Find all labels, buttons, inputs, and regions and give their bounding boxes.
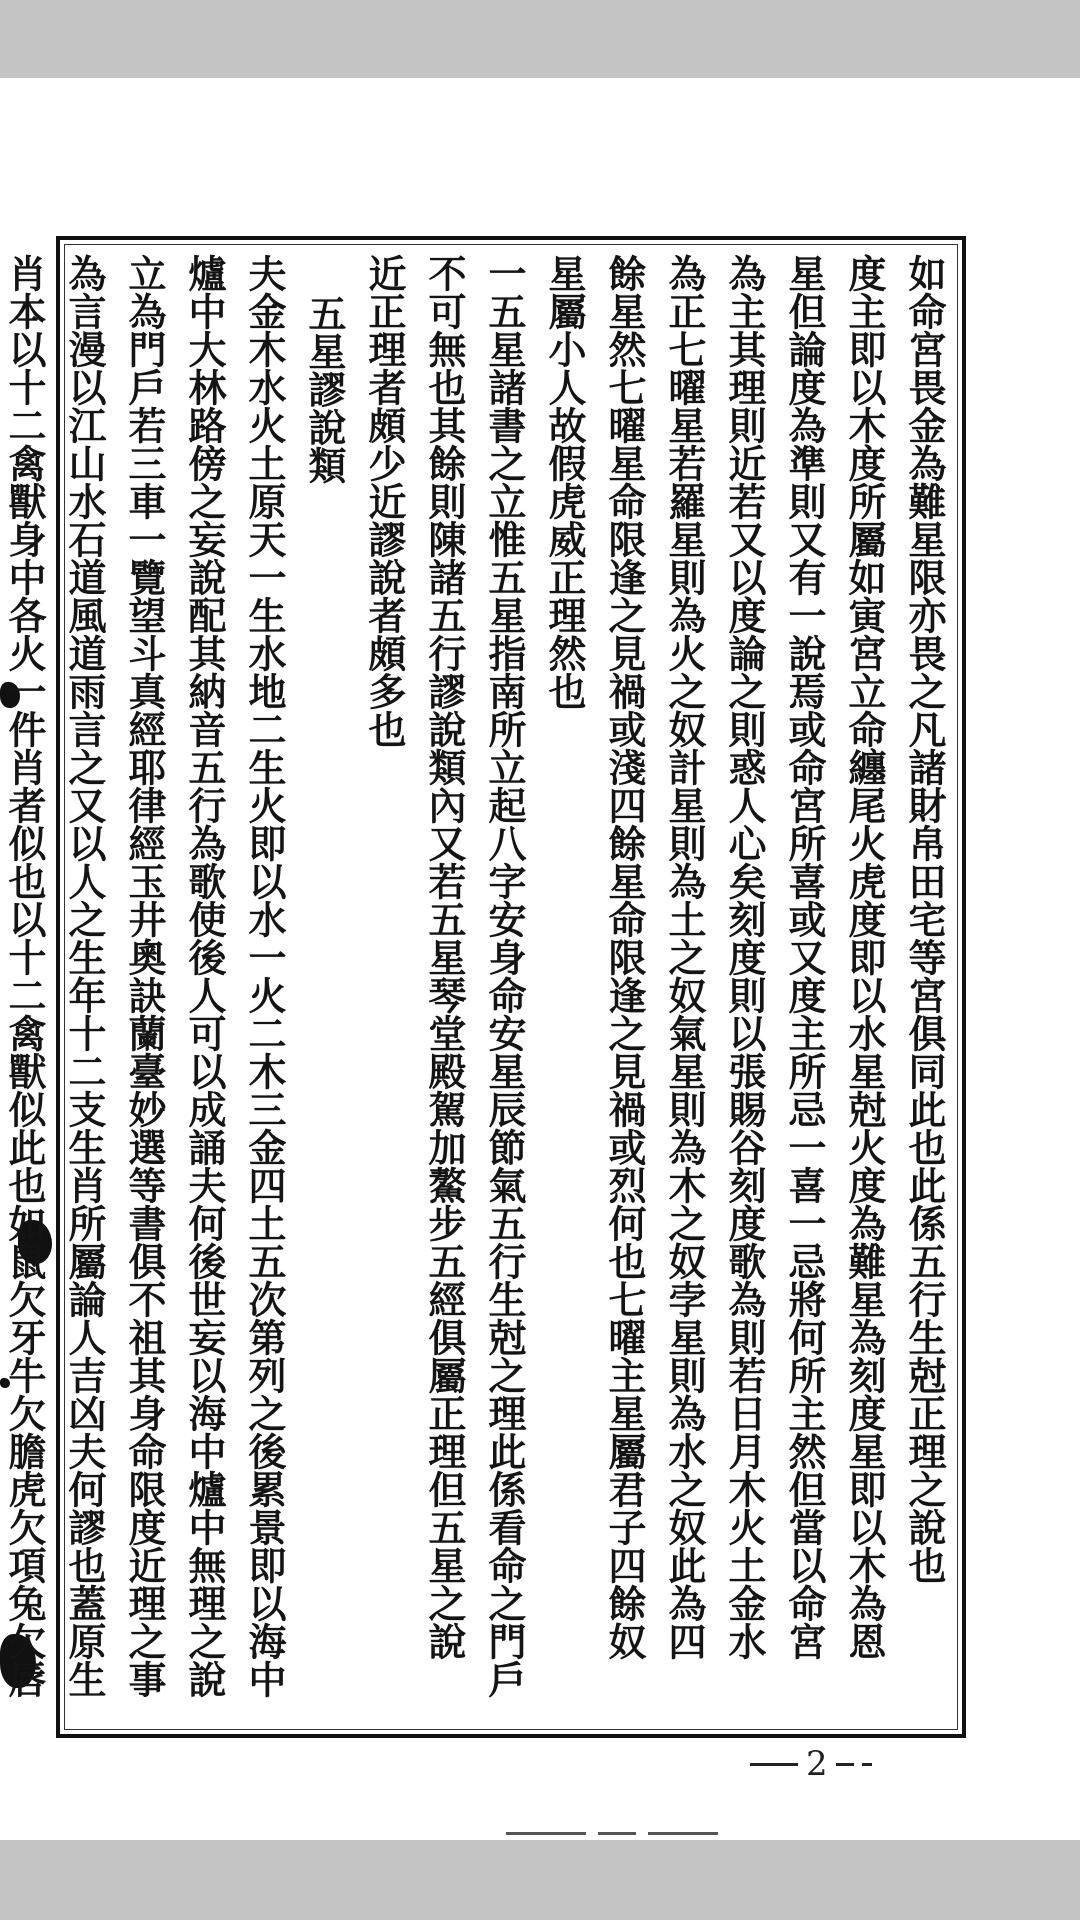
page-footer <box>750 1744 872 1784</box>
text-column: 度主即以木度所屬如寅宮立命纏尾火虎度即以水星尅火度為難星為刻度星即以木為恩 <box>842 254 887 1660</box>
bottom-rules <box>506 1832 718 1835</box>
text-columns <box>2 254 952 1722</box>
text-column: 一五星諸書之立惟五星指南所立起八字安身命安星辰節氣五行生尅之理此係看命之門戶 <box>482 254 527 1698</box>
text-column: 近正理者頗少近謬說者頗多也 <box>362 254 407 748</box>
text-column: 立為門戶若三車一覽望斗真經耶律經玉井奧訣蘭臺妙選等書俱不祖其身命限度近理之事 <box>122 254 167 1698</box>
text-column: 肖本以十二禽獸身中各火一件肖者似也以十二禽獸似此也如鼠欠牙牛欠膽虎欠項兔欠唇 <box>2 254 47 1698</box>
text-column: 星但論度為準則又有一說焉或命宮所喜或又度主所忌一喜一忌將何所主然但當以命宮 <box>782 254 827 1660</box>
footer-rule <box>862 1763 872 1766</box>
text-column: 餘星然七曜星命限逢之見禍或淺四餘星命限逢之見禍或烈何也七曜主星屬君子四餘奴 <box>602 254 647 1660</box>
text-column: 為言漫以江山水石道風道雨言之又以人之生年十二支生肖所屬論人吉凶夫何謬也蓋原生 <box>62 254 107 1698</box>
text-column: 如命宮畏金為難星限亦畏之凡諸財帛田宅等宮俱同此也此係五行生尅正理之說也 <box>902 254 947 1584</box>
text-column: 不可無也其餘則陳諸五行謬說類內又若五星琴堂殿駕加鰲步五經俱屬正理但五星之說 <box>422 254 467 1660</box>
text-frame <box>2 236 966 1738</box>
page-number: 2 <box>806 1744 828 1784</box>
text-column: 為主其理則近若又以度論之則惑人心矣刻度則以張賜谷刻度歌為則若日月木火土金水 <box>722 254 767 1660</box>
section-heading: 五星謬說類 <box>302 294 347 484</box>
text-column: 夫金木水火土原天一生水地二生火即以水一火二木三金四土五次第列之後累景即以海中 <box>242 254 287 1698</box>
text-column: 為正七曜星若羅星則為火之奴計星則為土之奴氣星則為木之奴孛星則為水之奴此為四 <box>662 254 707 1660</box>
footer-rule <box>836 1763 854 1766</box>
text-column: 爐中大林路傍之妄說配其納音五行為歌使後人可以成誦夫何後世妄以海中爐中無理之說 <box>182 254 227 1698</box>
footer-rule <box>750 1763 798 1766</box>
page-sheet <box>0 78 1080 1840</box>
text-column: 星屬小人故假虎威正理然也 <box>542 254 587 710</box>
